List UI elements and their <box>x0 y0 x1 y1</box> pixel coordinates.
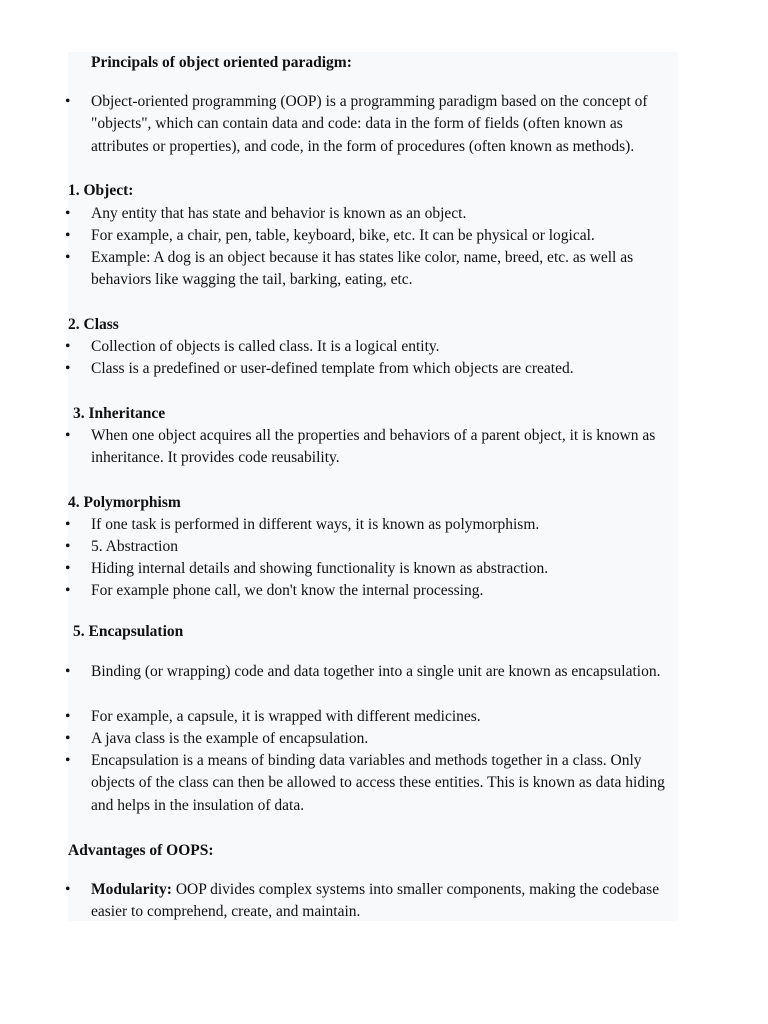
intro-text: Object-oriented programming (OOP) is a programming paradigm based on the concept of "objects", which can contain data and code: data in the form of fields (often known as attributes or properties), and code, in the form of procedures (often known as methods). <box>91 93 648 155</box>
list-item <box>65 203 681 225</box>
list-item <box>65 879 681 924</box>
list-item-text: For example, a chair, pen, table, keyboard, bike, etc. It can be physical or logical. <box>91 227 595 244</box>
bullet-icon: • <box>65 516 71 533</box>
list-item-text: Class is a predefined or user-defined template from which objects are created. <box>91 360 574 377</box>
list-item-text: If one task is performed in different ways, it is known as polymorphism. <box>91 516 540 533</box>
section-heading-object: 1. Object: <box>68 182 134 199</box>
list-item <box>65 247 681 292</box>
list-item <box>65 728 681 750</box>
list-item <box>65 558 681 580</box>
bullet-icon: • <box>65 708 71 725</box>
list-item <box>65 706 681 728</box>
list-item <box>65 580 681 602</box>
bullet-icon: • <box>65 205 71 222</box>
bullet-icon: • <box>65 538 71 555</box>
list-item <box>65 336 681 358</box>
bullet-icon: • <box>65 752 71 769</box>
intro-item <box>65 91 681 158</box>
list-item-text: Any entity that has state and behavior is known as an object. <box>91 205 467 222</box>
list-item-text: For example phone call, we don't know the internal processing. <box>91 582 484 599</box>
section-heading-encapsulation: 5. Encapsulation <box>73 623 184 640</box>
list-item-text: 5. Abstraction <box>91 538 178 555</box>
advantage-term: Modularity: <box>91 881 172 898</box>
section-heading-class: 2. Class <box>68 316 119 333</box>
advantages-heading: Advantages of OOPS: <box>68 842 214 859</box>
bullet-icon: • <box>65 93 71 110</box>
bullet-icon: • <box>65 560 71 577</box>
bullet-icon: • <box>65 338 71 355</box>
list-item-text: Encapsulation is a means of binding data variables and methods together in a class. Only objects of the class can then be allowed to access these entities. This is known as data hiding and helps in the insulation of data. <box>91 752 665 814</box>
advantage-text: OOP divides complex systems into smaller components, making the codebase easier to comprehend, create, and maintain. <box>91 881 660 921</box>
list-item <box>65 536 681 558</box>
bullet-icon: • <box>65 663 71 680</box>
bullet-icon: • <box>65 427 71 444</box>
list-item <box>65 425 681 470</box>
list-item-text: When one object acquires all the properties and behaviors of a parent object, it is known as inheritance. It provides code reusability. <box>91 427 656 467</box>
list-item <box>65 225 681 247</box>
section-heading-inheritance: 3. Inheritance <box>73 405 166 422</box>
section-heading-polymorphism: 4. Polymorphism <box>68 494 181 511</box>
list-item-text: A java class is the example of encapsulation. <box>91 730 369 747</box>
list-item <box>65 514 681 536</box>
list-item-text: For example, a capsule, it is wrapped with different medicines. <box>91 708 481 725</box>
bullet-icon: • <box>65 881 71 898</box>
list-item-text: Binding (or wrapping) code and data together into a single unit are known as encapsulation. <box>91 663 661 680</box>
list-item-text: Example: A dog is an object because it has states like color, name, breed, etc. as well as behaviors like wagging the tail, barking, eating, etc. <box>91 249 634 289</box>
list-item <box>65 358 681 380</box>
bullet-icon: • <box>65 582 71 599</box>
list-item-text: Hiding internal details and showing functionality is known as abstraction. <box>91 560 549 577</box>
document-title: Principals of object oriented paradigm: <box>91 54 352 71</box>
list-item <box>65 661 681 683</box>
bullet-icon: • <box>65 249 71 266</box>
list-item-text: Collection of objects is called class. It is a logical entity. <box>91 338 440 355</box>
bullet-icon: • <box>65 227 71 244</box>
list-item <box>65 750 681 817</box>
bullet-icon: • <box>65 360 71 377</box>
bullet-icon: • <box>65 730 71 747</box>
